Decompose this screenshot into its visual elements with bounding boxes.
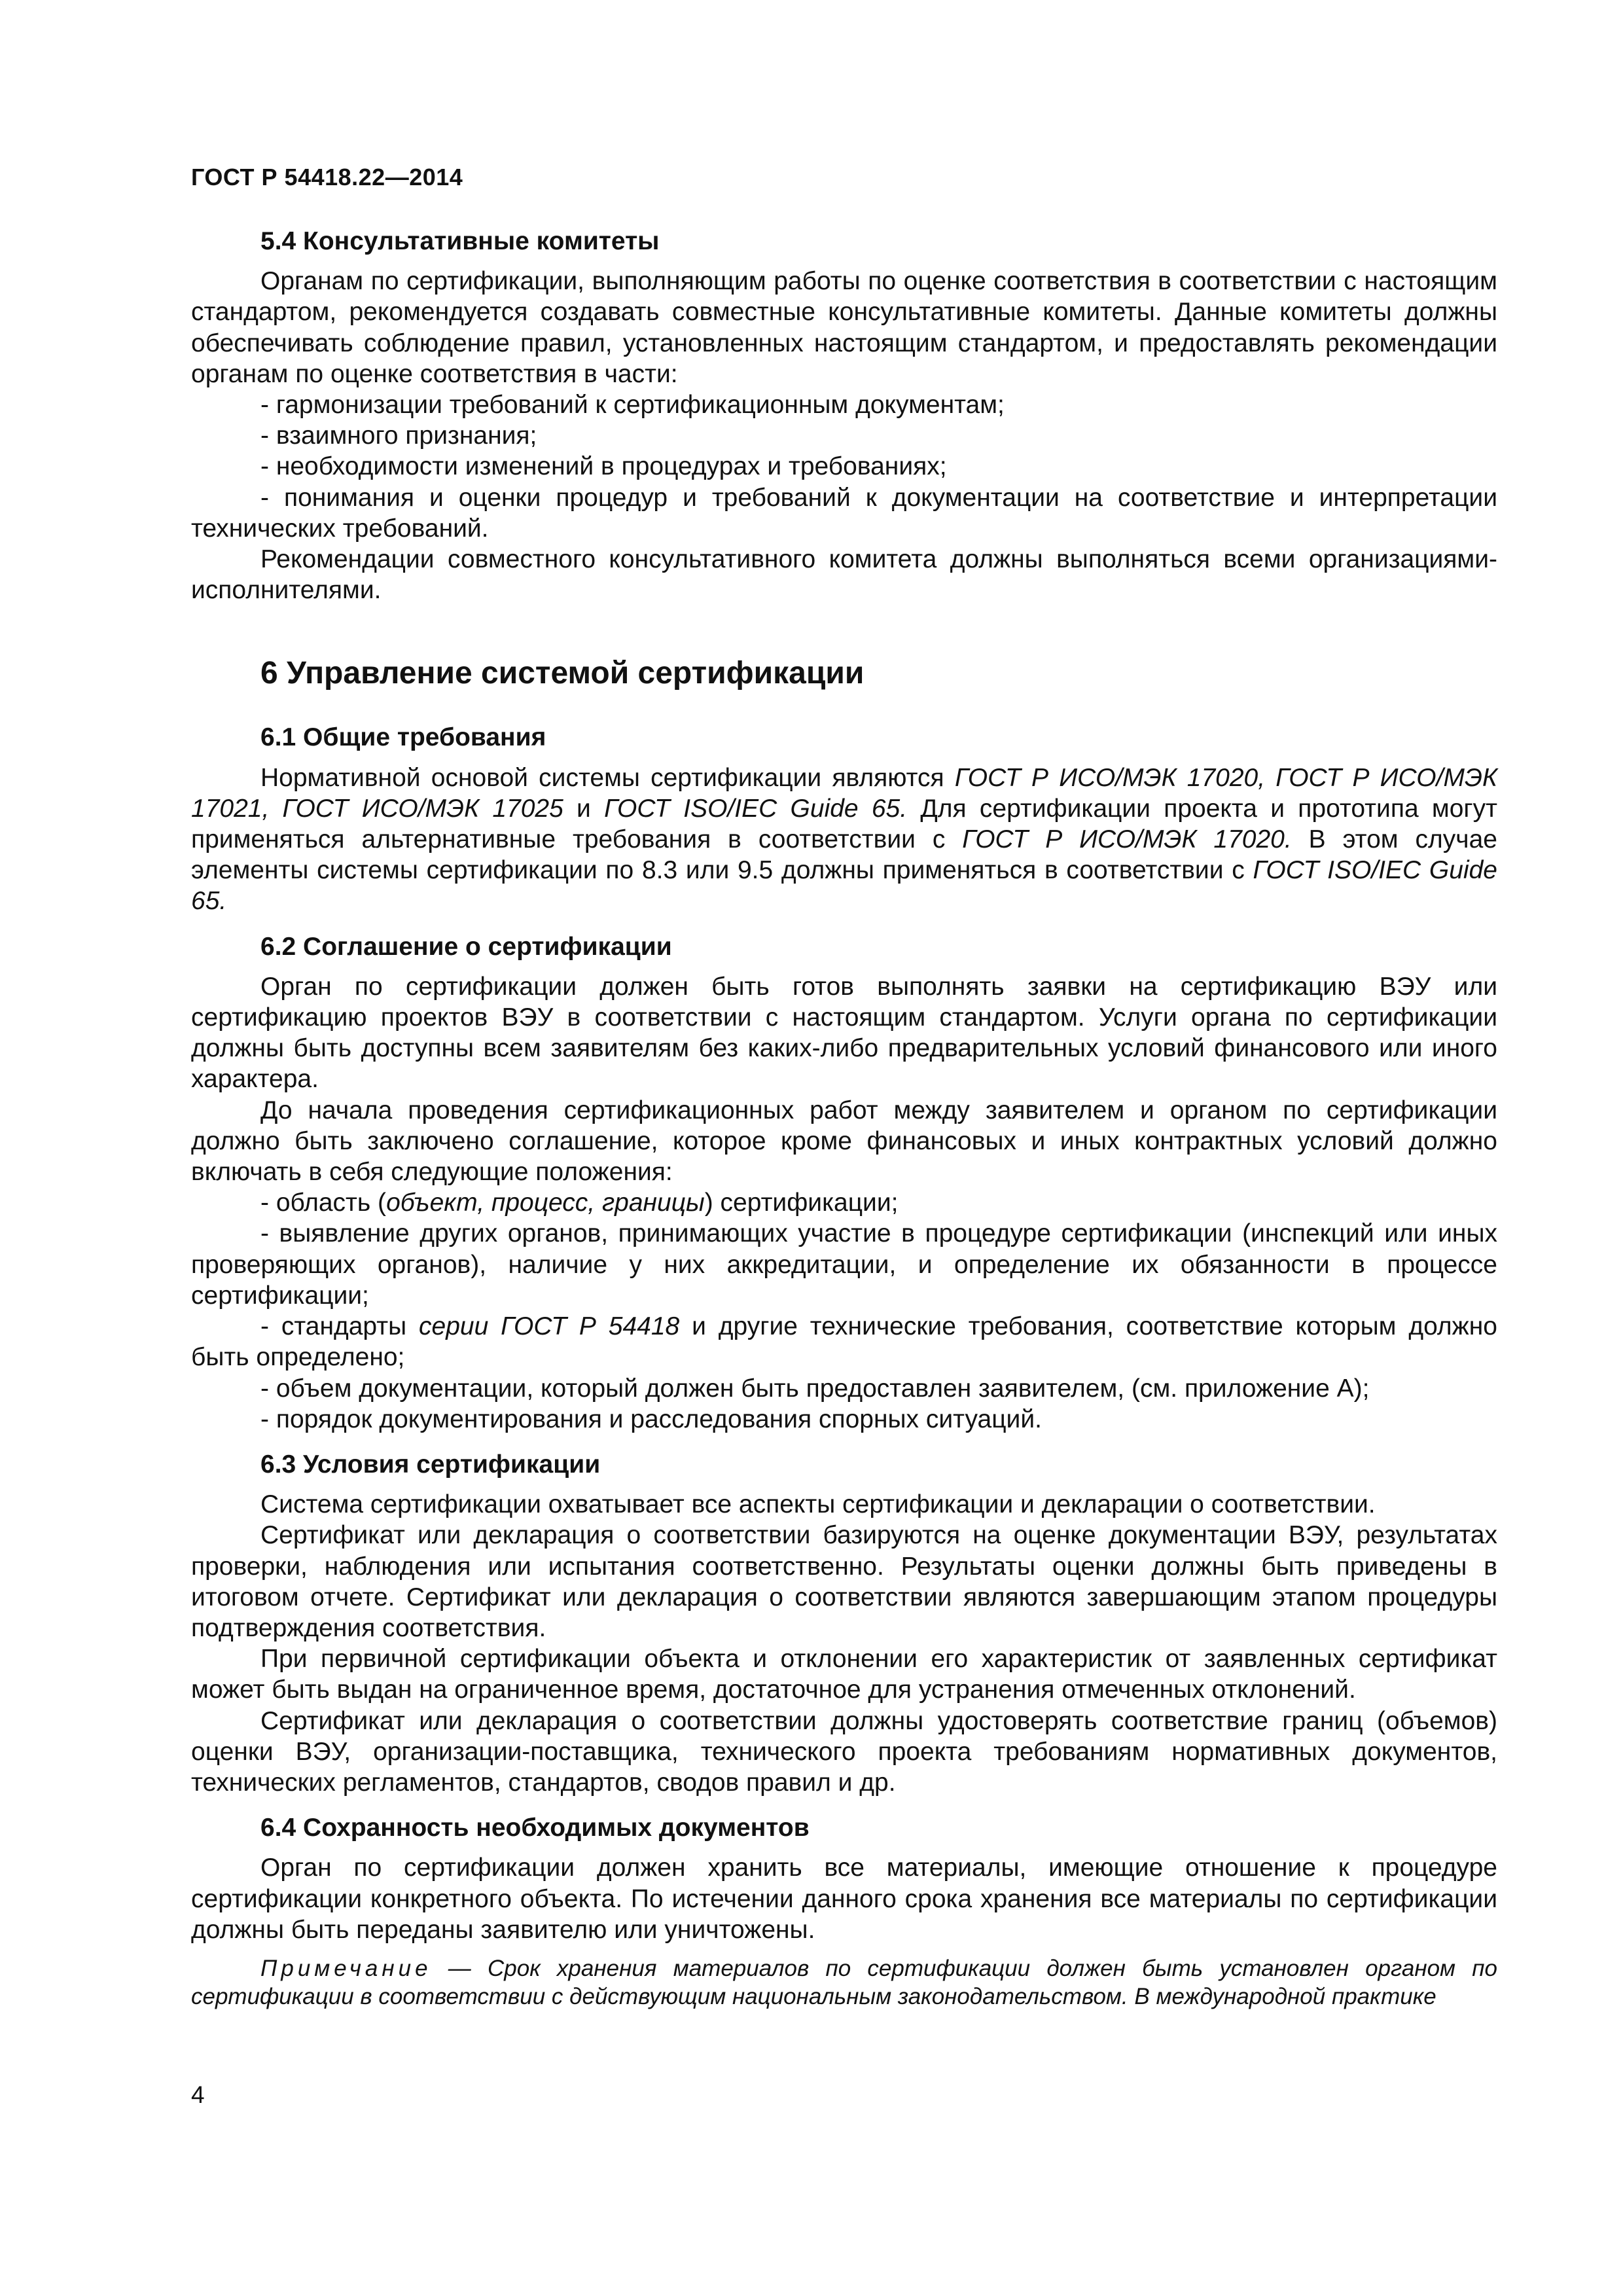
document-code: ГОСТ Р 54418.22—2014 xyxy=(191,164,463,190)
list-item xyxy=(191,1187,1497,1218)
page-number: 4 xyxy=(191,2081,205,2108)
list-item: - понимания и оценки процедур и требований к документации на соответствие и интерпретации технических требований. xyxy=(191,483,1497,543)
text-run: - область ( xyxy=(260,1189,387,1217)
section-6-3-title: 6.3 Условия сертификации xyxy=(260,1450,601,1479)
standard-reference: ГОСТ ISO/IEC Guide 65. xyxy=(604,794,908,823)
list-item: - взаимного признания; xyxy=(260,422,537,450)
chapter-6-title: 6 Управление системой сертификации xyxy=(260,656,865,691)
section-6-2-paragraph: Орган по сертификации должен быть готов выполнять заявки на сертификацию ВЭУ или сертификацию проектов ВЭУ в соответствии с настоящим стандартом. Услуги органа по сертификации должны быть доступны всем заявителям без каких-либо предварительных условий финансового или иного характера. xyxy=(191,972,1497,1094)
standard-reference: ГОСТ Р ИСО/МЭК 17020, ГОСТ Р ИСО/МЭК 17021, ГОСТ ИСО/МЭК 17025 xyxy=(191,763,1497,823)
italic-text: объект, процесс, границы xyxy=(386,1189,705,1217)
document-body xyxy=(191,226,1497,2011)
section-5-4-title: 5.4 Консультативные комитеты xyxy=(260,227,660,255)
note-paragraph xyxy=(191,1954,1497,2011)
list-item: - порядок документирования и расследования спорных ситуаций. xyxy=(260,1405,1042,1433)
standard-reference: ГОСТ Р ИСО/МЭК 17020. xyxy=(962,825,1292,854)
section-6-4-paragraph: Орган по сертификации должен хранить все материалы, имеющие отношение к процедуре сертификации конкретного объекта. По истечении данного срока хранения все материалы по сертификации должны быть переданы заявителю или уничтожены. xyxy=(191,1854,1497,1944)
note-text: — Срок хранения материалов по сертификации должен быть установлен органом по сертификации в соответствии с действующим национальным законодательством. В международной практике xyxy=(191,1955,1497,2009)
list-item: - необходимости изменений в процедурах и требованиях; xyxy=(260,452,947,481)
text-run: и xyxy=(563,794,605,823)
list-item: - гармонизации требований к сертификационным документам; xyxy=(260,391,1005,420)
section-6-3-paragraph: При первичной сертификации объекта и отклонении его характеристик от заявленных сертификат может быть выдан на ограниченное время, достаточное для устранения отмеченных отклонений. xyxy=(191,1645,1497,1704)
list-item: - объем документации, который должен быть предоставлен заявителем, (см. приложение А); xyxy=(260,1374,1370,1403)
list-item: - выявление других органов, принимающих участие в процедуре сертификации (инспекций или иных проверяющих органов), наличие у них аккредитации, и определение их обязанности в процессе сертификации; xyxy=(191,1219,1497,1310)
text-run: В этом случае элементы системы сертификации по 8.3 или 9.5 должны применяться в соответствии с xyxy=(191,825,1497,885)
list-item xyxy=(191,1311,1497,1372)
section-5-4-paragraph: Рекомендации совместного консультативного комитета должны выполняться всеми организациями-исполнителями. xyxy=(191,545,1497,605)
standard-reference: ГОСТ ISO/IEC Guide 65. xyxy=(191,856,1497,916)
section-6-2-title: 6.2 Соглашение о сертификации xyxy=(260,932,672,961)
section-6-3-paragraph: Сертификат или декларация о соответствии должны удостоверять соответствие границ (объемов) оценки ВЭУ, организации-поставщика, технического проекта требованиям нормативных документов, технических регламентов, стандартов, сводов правил и др. xyxy=(191,1706,1497,1797)
document-page xyxy=(191,0,1497,2296)
standard-reference: серии ГОСТ Р 54418 xyxy=(419,1312,680,1341)
section-6-4-title: 6.4 Сохранность необходимых документов xyxy=(260,1814,810,1842)
text-run: - стандарты xyxy=(260,1312,419,1341)
note-label: Примечание xyxy=(260,1955,432,1981)
section-6-1-title: 6.1 Общие требования xyxy=(260,723,546,752)
section-6-3-paragraph: Система сертификации охватывает все аспекты сертификации и декларации о соответствии. xyxy=(260,1490,1376,1519)
text-run: ) сертификации; xyxy=(704,1189,899,1217)
section-6-3-paragraph: Сертификат или декларация о соответствии базируются на оценке документации ВЭУ, результатах проверки, наблюдения или испытания соответственно. Результаты оценки должны быть приведены в итоговом отчете. Сертификат или декларация о соответствии являются завершающим этапом процедуры подтверждения соответствия. xyxy=(191,1521,1497,1642)
text-run: Нормативной основой системы сертификации являются xyxy=(260,763,955,792)
section-6-2-paragraph: До начала проведения сертификационных работ между заявителем и органом по сертификации должно быть заключено соглашение, которое кроме финансовых и иных контрактных условий должно включать в себя следующие положения: xyxy=(191,1096,1497,1187)
text-run: и другие технические требования, соответствие которым должно быть определено; xyxy=(191,1312,1497,1372)
section-5-4-paragraph: Органам по сертификации, выполняющим работы по оценке соответствия в соответствии с настоящим стандартом, рекомендуется создавать совместные консультативные комитеты. Данные комитеты должны обеспечивать соблюдение правил, установленных настоящим стандартом, и предоставлять рекомендации органам по оценке соответствия в части: xyxy=(191,267,1497,388)
text-run: Для сертификации проекта и прототипа могут применяться альтернативные требования в соответствии с xyxy=(191,794,1497,854)
section-6-1-paragraph xyxy=(191,762,1497,917)
